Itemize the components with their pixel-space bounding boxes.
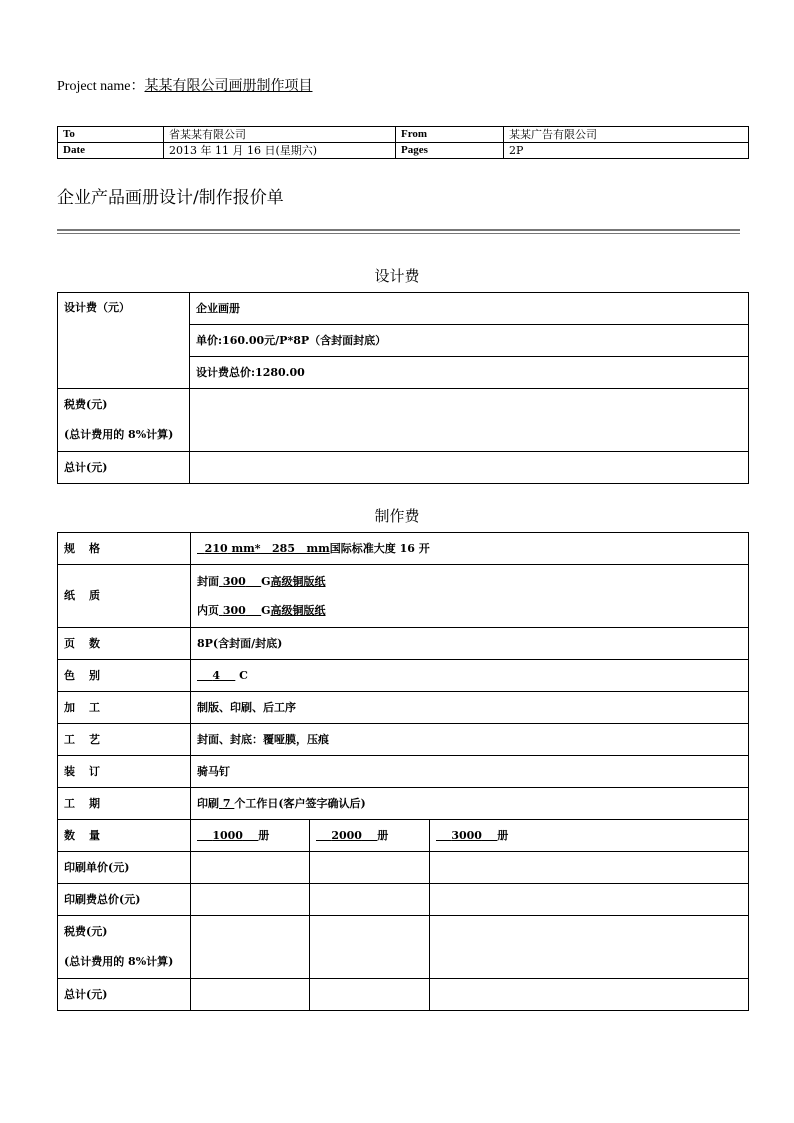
total-print-3 bbox=[430, 884, 749, 916]
date-label: Date bbox=[58, 143, 164, 159]
spec-label: 规格 bbox=[58, 533, 191, 565]
period-value: 印刷 7 个工作日(客户签字确认后) bbox=[191, 788, 749, 820]
prod-row-total-print bbox=[58, 884, 749, 916]
document-title: 企业产品画册设计/制作报价单 bbox=[57, 188, 284, 208]
production-section-title: 制作费 bbox=[374, 507, 420, 525]
design-unit-price: 单价:160.00元/P*8P（含封面封底） bbox=[190, 325, 749, 357]
prod-total-2 bbox=[310, 979, 430, 1011]
total-print-2 bbox=[310, 884, 430, 916]
prod-row-process bbox=[58, 692, 749, 724]
pages-label: Pages bbox=[396, 143, 504, 159]
binding-value: 骑马钉 bbox=[191, 756, 749, 788]
design-row-tax bbox=[58, 389, 749, 452]
process-label: 加工 bbox=[58, 692, 191, 724]
prod-row-tax bbox=[58, 916, 749, 979]
prod-row-quantity bbox=[58, 820, 749, 852]
design-row-item bbox=[58, 293, 749, 325]
unit-price-2 bbox=[310, 852, 430, 884]
project-name-line bbox=[57, 76, 312, 97]
title-divider-thin bbox=[57, 233, 740, 234]
from-label: From bbox=[396, 127, 504, 143]
paper-value bbox=[191, 565, 749, 628]
prod-row-grand-total bbox=[58, 979, 749, 1011]
pages-count-label: 页数 bbox=[58, 628, 191, 660]
color-label: 色别 bbox=[58, 660, 191, 692]
to-value: 省某某有限公司 bbox=[164, 127, 396, 143]
design-total-label: 总计(元) bbox=[58, 452, 190, 484]
header-row-date bbox=[58, 143, 749, 159]
binding-label: 装订 bbox=[58, 756, 191, 788]
pages-value: 2P bbox=[504, 143, 749, 159]
to-label: To bbox=[58, 127, 164, 143]
project-name-label: Project name： bbox=[57, 79, 145, 94]
craft-label: 工艺 bbox=[58, 724, 191, 756]
project-name-value: 某某有限公司画册制作项目 bbox=[144, 78, 313, 94]
design-total-price: 设计费总价:1280.00 bbox=[190, 357, 749, 389]
prod-row-unit-price bbox=[58, 852, 749, 884]
unit-price-1 bbox=[191, 852, 310, 884]
prod-tax-label bbox=[58, 916, 191, 979]
prod-row-binding bbox=[58, 756, 749, 788]
total-print-label: 印刷费总价(元) bbox=[58, 884, 191, 916]
inner-paper-line: 内页 300 G高级铜版纸 bbox=[197, 604, 326, 617]
unit-price-3 bbox=[430, 852, 749, 884]
unit-price-label: 印刷单价(元) bbox=[58, 852, 191, 884]
prod-tax-label-2: (总计费用的 8%计算) bbox=[64, 955, 174, 968]
design-tax-label-1: 税费(元) bbox=[64, 398, 108, 411]
prod-tax-3 bbox=[430, 916, 749, 979]
prod-row-spec bbox=[58, 533, 749, 565]
craft-value: 封面、封底：覆哑膜，压痕 bbox=[191, 724, 749, 756]
design-total-value bbox=[190, 452, 749, 484]
prod-row-pages bbox=[58, 628, 749, 660]
prod-tax-1 bbox=[191, 916, 310, 979]
cover-paper-line: 封面 300 G高级铜版纸 bbox=[197, 575, 326, 588]
quantity-3: 3000 册 bbox=[430, 820, 749, 852]
from-value: 某某广告有限公司 bbox=[504, 127, 749, 143]
process-value: 制版、印刷、后工序 bbox=[191, 692, 749, 724]
spec-value bbox=[191, 533, 749, 565]
paper-label: 纸质 bbox=[58, 565, 191, 628]
spec-suffix: 国际标准大度 16 开 bbox=[329, 541, 430, 555]
design-fee-table bbox=[57, 292, 749, 484]
period-label: 工期 bbox=[58, 788, 191, 820]
pages-count-value: 8P(含封面/封底) bbox=[191, 628, 749, 660]
prod-tax-label-1: 税费(元) bbox=[64, 925, 108, 938]
quantity-2: 2000 册 bbox=[310, 820, 430, 852]
quantity-label: 数量 bbox=[58, 820, 191, 852]
total-print-1 bbox=[191, 884, 310, 916]
date-value: 2013 年 11 月 16 日(星期六) bbox=[164, 143, 396, 159]
prod-total-1 bbox=[191, 979, 310, 1011]
design-tax-label-2: (总计费用的 8%计算) bbox=[64, 428, 174, 441]
prod-row-period bbox=[58, 788, 749, 820]
header-row-to bbox=[58, 127, 749, 143]
color-value: 4 C bbox=[191, 660, 749, 692]
prod-tax-2 bbox=[310, 916, 430, 979]
design-item-name: 企业画册 bbox=[190, 293, 749, 325]
prod-row-craft bbox=[58, 724, 749, 756]
quantity-1: 1000 册 bbox=[191, 820, 310, 852]
spec-width: 210 mm* 285 bbox=[204, 541, 295, 555]
spec-unit: mm bbox=[306, 541, 330, 555]
title-divider bbox=[57, 229, 740, 231]
design-tax-label bbox=[58, 389, 190, 452]
prod-row-color bbox=[58, 660, 749, 692]
prod-total-label: 总计(元) bbox=[58, 979, 191, 1011]
production-fee-table bbox=[57, 532, 749, 1011]
prod-total-3 bbox=[430, 979, 749, 1011]
design-row-grand-total bbox=[58, 452, 749, 484]
prod-row-paper bbox=[58, 565, 749, 628]
design-fee-label: 设计费（元） bbox=[58, 293, 190, 389]
design-tax-value bbox=[190, 389, 749, 452]
header-table bbox=[57, 126, 749, 159]
design-section-title: 设计费 bbox=[374, 267, 420, 285]
